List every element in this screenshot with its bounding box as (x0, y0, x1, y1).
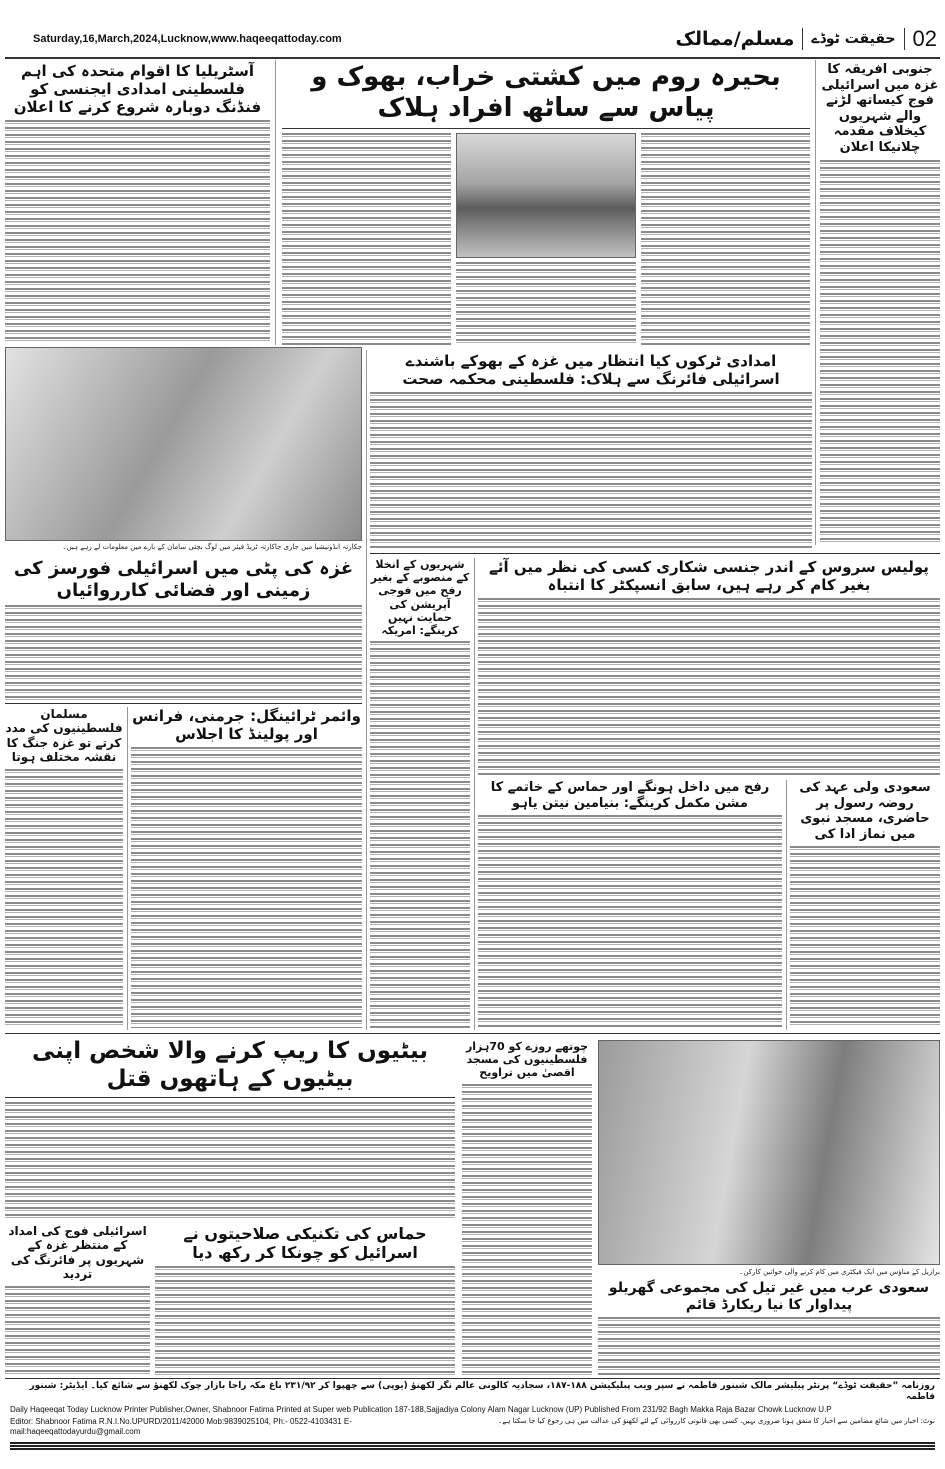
rule (282, 128, 810, 129)
headline-us-rafah: شہریوں کے انخلا کے منصوبے کے بغیر رفح میں فوجی آپریشن کی حمایت نہیں کرینگے: امریکہ (370, 558, 470, 637)
column-rule (127, 707, 128, 1030)
headline-muslims: مسلمان فلسطینیوں کی مدد کرتے تو غزہ جنگ کا نقشہ مختلف ہوتا (5, 707, 123, 765)
dateline: Saturday,16,March,2024,Lucknow,www.haqeeqattoday.com (33, 33, 342, 45)
article-body (641, 133, 810, 345)
rule (370, 553, 940, 554)
headline-aid-trucks: امدادی ٹرکوں کیا انتظار میں غزہ کے بھوکے باشندے اسرائیلی فائرنگ سے ہلاک: فلسطینی محکمہ صحت (402, 352, 780, 388)
headline-aqsa-taraweeh: چوتھے روزے کو 70ہزار فلسطینیوں کی مسجد اقصیٰ میں تراویح (465, 1040, 589, 1080)
headline-police: پولیس سروس کے اندر جنسی شکاری کسی کی نظر میں آئے بغیر کام کر رہے ہیں، سابق انسپکٹر کا انتباہ (489, 558, 929, 594)
footer-editor-line: Editor: Shabnoor Fatima R.N.I.No.UPURD/2011/42000 Mob:9839025104, Ph:- 0522-4103431 E-mail:haqeeqattodayurdu@gmail.com (10, 1416, 352, 1436)
story-lead (282, 62, 810, 345)
footer-disclaimer: نوٹ: اخبار میں شائع مضامین سے اخبار کا متفق ہونا ضروری نہیں، کسی بھی قانونی کارروائی کے لئے لکھنؤ کی عدالت میں ہی رجوع کیا جا سکتا ہے۔ (498, 1416, 935, 1425)
photo-caption: برازیل کے مناؤس میں ایک فیکٹری میں کام کرنے والی خواتین کارکن۔ (739, 1268, 940, 1276)
story-muslims (5, 707, 123, 1028)
photo-trade-fair-block (5, 347, 362, 552)
column-rule (275, 60, 276, 345)
story-aid-trucks (370, 352, 812, 548)
article-body (370, 392, 812, 548)
headline-lead: بحیرہ روم میں کشتی خراب، بھوک و پیاس سے ساٹھ افراد ہلاک (311, 62, 781, 124)
headline-australia: آسٹریلیا کا اقوام متحدہ کی اہم فلسطینی امدادی ایجنسی کو فنڈنگ دوبارہ شروع کرنے کا اعلان (13, 62, 262, 116)
story-saudi-gdp (598, 1040, 940, 1375)
photo-caption: جکارتہ انڈونیشیا میں جاری جاکارتہ ٹریڈ فیئر میں لوگ بچتی سامان کے بارے میں معلومات لے رہے ہیں۔ (62, 542, 362, 551)
photo-factory-workers (598, 1040, 940, 1265)
article-body (462, 1084, 592, 1375)
masthead-logo: حقیقت ٹوڈے (811, 30, 896, 47)
lead-columns (282, 133, 810, 345)
article-body (820, 160, 940, 542)
headline-saudi-gdp: سعودی عرب میں غیر تیل کی مجموعی گھریلو پیداوار کا نیا ریکارڈ قائم (608, 1280, 930, 1313)
headline-hamas-tech: حماس کی تکنیکی صلاحیتوں نے اسرائیل کو چونکا کر رکھ دیا (183, 1224, 427, 1263)
story-idf-denial (5, 1224, 150, 1375)
story-weimar (131, 707, 362, 1028)
article-body (5, 120, 270, 342)
article-body (456, 262, 636, 345)
article-body (790, 846, 940, 1028)
divider (904, 28, 905, 50)
article-body (370, 641, 470, 1028)
footer-imprint-english: Daily Haqeeqat Today Lucknow Printer Publisher,Owner, Shabnoor Fatima Printed at Super web Publication 187-188,Sajjadiya Colony Alam Nagar Lucknow (UP) Published From 231/92 Bagh Makka Raja Bazar Chowk Lucknow U.P (10, 1404, 832, 1414)
column-rule (815, 60, 816, 545)
headline-idf-denial: اسرائیلی فوج کی امداد کے منتظر غزہ کے شہریوں پر فائرنگ کی تردید (8, 1224, 147, 1282)
story-daughters (5, 1038, 455, 1218)
footer (10, 1381, 935, 1451)
article-body (131, 747, 362, 1028)
footer-rule (10, 1442, 935, 1451)
headline-saudi-crown-prince: سعودی ولی عہد کی روضہ رسول پر حاضری، مسجد نبوی میں نماز ادا کی (799, 780, 931, 842)
page-number: 02 (912, 26, 937, 51)
rule (5, 703, 362, 704)
article-body (598, 1317, 940, 1375)
article-body (5, 1286, 150, 1375)
story-netanyahu (478, 780, 782, 1028)
article-body (5, 769, 123, 1028)
story-us-rafah (370, 558, 470, 1028)
headline-gaza-operations: غزہ کی پٹی میں اسرائیلی فورسز کی زمینی اور فضائی کارروائیاں (13, 558, 354, 601)
page-header-right (675, 26, 937, 52)
footer-imprint-urdu: روزنامہ ”حقیقت ٹوڈے“ پرنٹر پبلیشر مالک شبنور فاطمہ نے سپر ویب پبلیکیشن ۱۸۸-۱۸۷، سجادیہ کالونی عالم نگر لکھنؤ (یوپی) سے چھپوا کر ۲۳۱/۹۲ باغ مکہ راجا بازار چوک لکھنؤ سے شائع کیا۔ ایڈیٹر: شبنور فاطمہ (29, 1381, 935, 1402)
column-rule (786, 780, 787, 1030)
lead-photo-column (456, 133, 636, 345)
rule (5, 1097, 455, 1098)
article-body (5, 605, 362, 700)
article-body (478, 598, 940, 775)
footer-rule (5, 1378, 940, 1379)
article-body (5, 1102, 455, 1218)
header-rule (5, 57, 940, 59)
article-body (155, 1266, 455, 1375)
photo-migrant-boats (456, 133, 636, 258)
article-body (282, 133, 451, 345)
story-gaza-operations (5, 558, 362, 700)
column-rule (366, 350, 367, 1030)
article-body (478, 815, 782, 1028)
headline-south-africa: جنوبی افریقہ کا غزہ میں اسرائیلی فوج کیساتھ لڑنے والے شہریوں کیخلاف مقدمہ چلانیکا اعلان (821, 62, 939, 155)
photo-trade-fair (5, 347, 362, 541)
column-rule (474, 558, 475, 1030)
divider (802, 28, 803, 50)
story-saudi-crown-prince (790, 780, 940, 1028)
story-aqsa-taraweeh (462, 1040, 592, 1375)
headline-netanyahu: رفح میں داخل ہونگے اور حماس کے خاتمے کا مشن مکمل کرینگے: بنیامین نیتن یاہو (490, 780, 770, 811)
story-south-africa (820, 62, 940, 542)
headline-daughters: بیٹیوں کا ریپ کرنے والا شخص اپنی بیٹیوں کے ہاتھوں قتل (32, 1038, 428, 1092)
headline-weimar: وائمر ٹرائینگل: جرمنی، فرانس اور پولینڈ کا اجلاس (132, 707, 361, 743)
story-police (478, 558, 940, 775)
story-hamas-tech (155, 1224, 455, 1375)
story-australia (5, 62, 270, 342)
footer-bottom-row (10, 1417, 935, 1437)
section-title: مسلم/ممالک (675, 27, 795, 50)
rule (5, 1033, 940, 1034)
